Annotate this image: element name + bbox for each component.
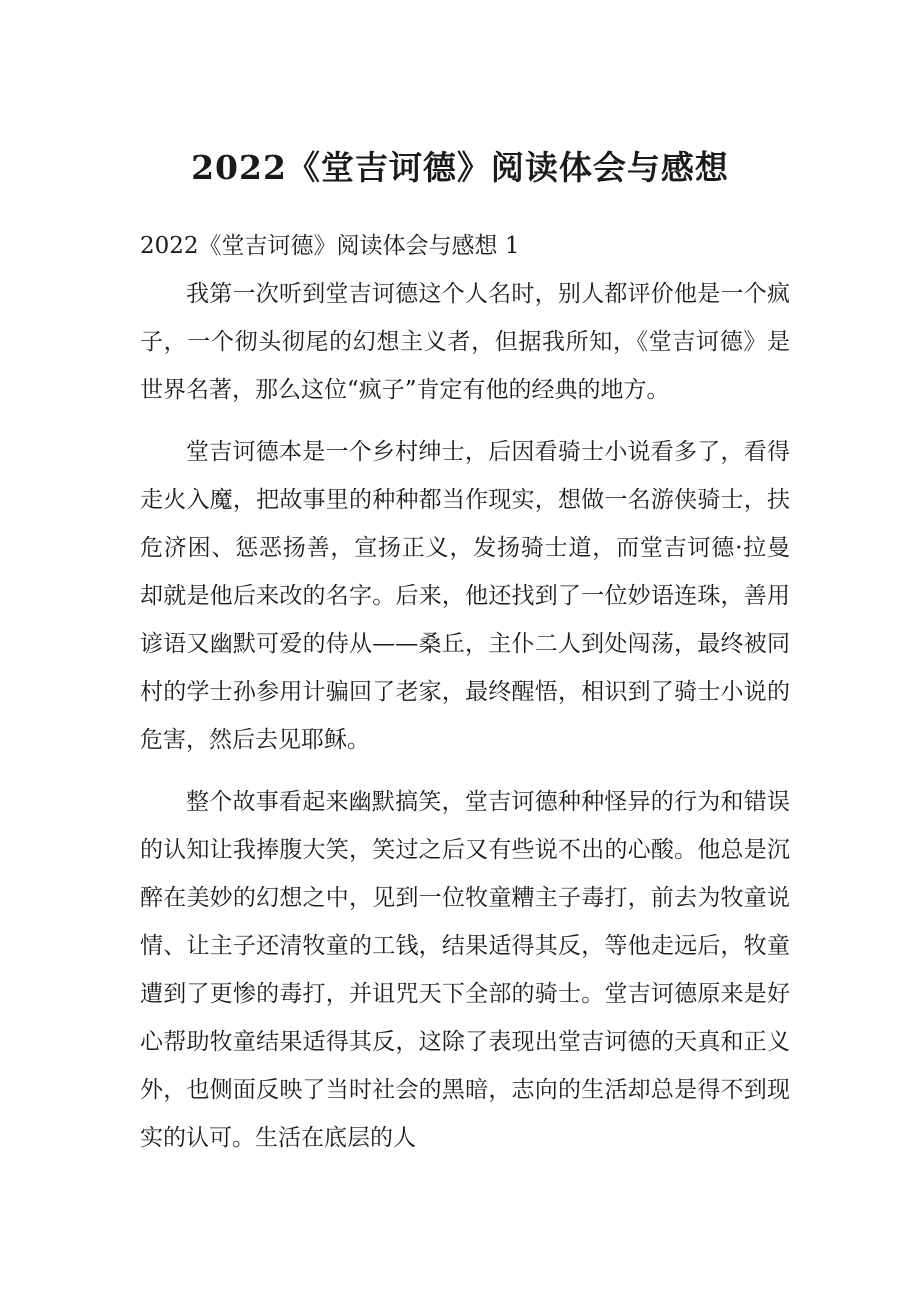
document-body [140,222,790,1176]
section-heading: 2022《堂吉诃德》阅读体会与感想 1 [140,233,520,259]
paragraph-2: 堂吉诃德本是一个乡村绅士，后因看骑士小说看多了，看得走火入魔，把故事里的种种都当作现实，想做一名游侠骑士，扶危济困、惩恶扬善，宣扬正义，发扬骑士道，而堂吉诃德·拉曼却就是他后来改的名字。后来，他还找到了一位妙语连珠，善用谚语又幽默可爱的侍从——桑丘，主仆二人到处闯荡，最终被同村的学士孙参用计骗回了老家，最终醒悟，相识到了骑士小说的危害，然后去见耶稣。 [140,439,790,753]
paragraph-3: 整个故事看起来幽默搞笑，堂吉诃德种种怪异的行为和错误的认知让我捧腹大笑，笑过之后又有些说不出的心酸。他总是沉醉在美妙的幻想之中，见到一位牧童糟主子毒打，前去为牧童说情、让主子还清牧童的工钱，结果适得其反，等他走远后，牧童遭到了更惨的毒打，并诅咒天下全部的骑士。堂吉诃德原来是好心帮助牧童结果适得其反，这除了表现出堂吉诃德的天真和正义外，也侧面反映了当时社会的黑暗，志向的生活却总是得不到现实的认可。生活在底层的人 [140,789,790,1151]
paragraph-1: 我第一次听到堂吉诃德这个人名时，别人都评价他是一个疯子，一个彻头彻尾的幻想主义者，但据我所知，《堂吉诃德》是世界名著，那么这位“疯子”肯定有他的经典的地方。 [140,281,790,403]
document-title: 2022《堂吉诃德》阅读体会与感想 [191,148,729,187]
